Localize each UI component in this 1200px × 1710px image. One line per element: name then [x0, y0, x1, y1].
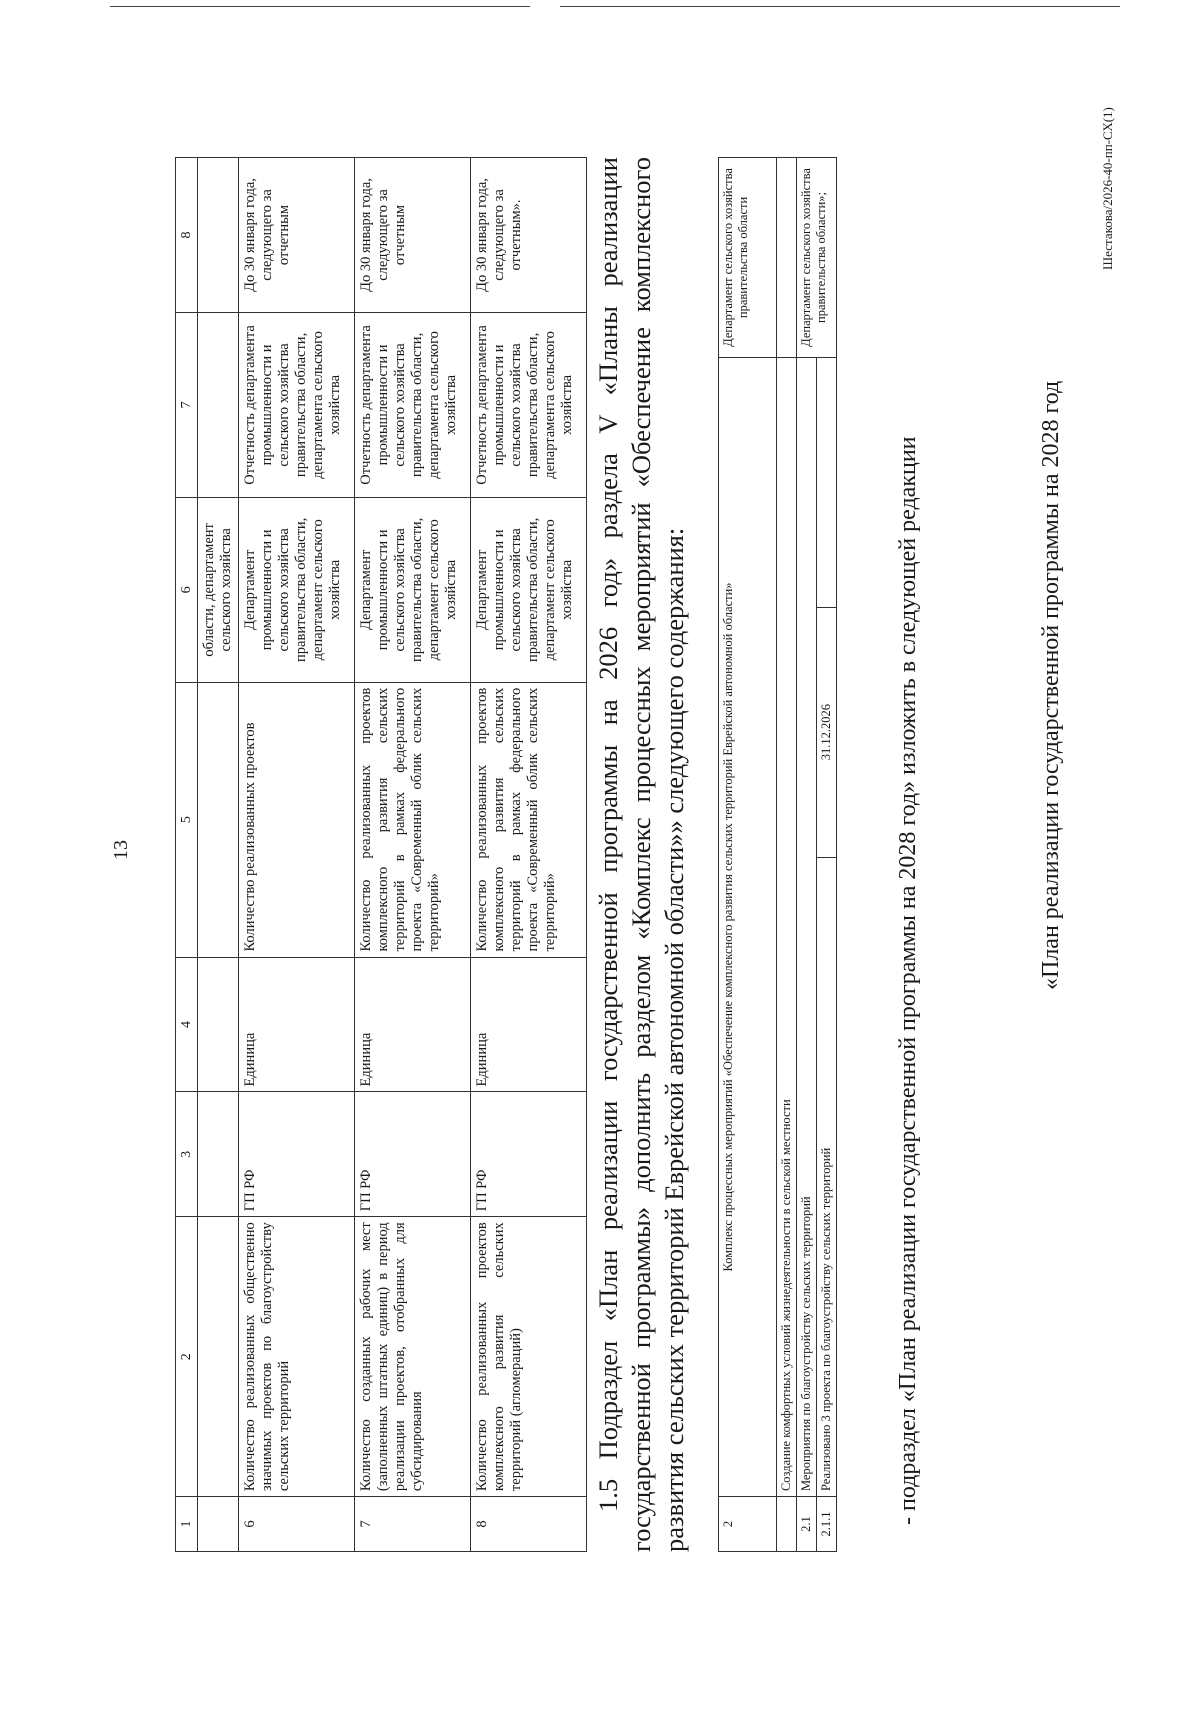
indicator-definition: Количество реализованных проектов комплексного развития сельских территорий в рамках федерального проекта «Современный облик сельских территорий»: [355, 682, 471, 957]
carry-over-cell: области, департамент сельского хозяйства: [198, 497, 239, 682]
measure-responsible: Департамент сельского хозяйства правительства области»;: [797, 158, 837, 358]
indicator-definition: Количество реализованных проектов комплексного развития сельских территорий в рамках федерального проекта «Современный облик сельских территорий»: [471, 682, 587, 957]
header-cell: 2: [176, 1217, 198, 1497]
complex-name: Комплекс процессных мероприятий «Обеспечение комплексного развития сельских территорий Еврейской автономной области»: [719, 357, 777, 1496]
implementation-plan-table: [718, 157, 837, 1552]
header-cell: 3: [176, 1092, 198, 1217]
indicator-source: ГП РФ: [239, 1092, 355, 1217]
indicator-name: Количество созданных рабочих мест (заполненных штатных единиц) в период реализации проектов, отобранных для субсидирования: [355, 1217, 471, 1497]
task-name: Создание комфортных условий жизнедеятельности в сельской местности: [777, 357, 797, 1496]
indicator-table: [175, 157, 587, 1552]
header-cell: 6: [176, 497, 198, 682]
table-row: [355, 158, 471, 1552]
indicator-deadline: До 30 января года, следующего за отчетным».: [471, 158, 587, 313]
row-number: 6: [239, 1497, 355, 1552]
table-header-row: [176, 158, 198, 1552]
dash-paragraph: - подраздел «План реализации государственной программы на 2028 год» изложить в следующей редакции: [895, 436, 921, 1525]
header-cell: 1: [176, 1497, 198, 1552]
point-name: Реализовано 3 проекта по благоустройству сельских территорий: [817, 857, 837, 1497]
point-date: 31.12.2026: [817, 607, 837, 857]
row-number: 8: [471, 1497, 587, 1552]
indicator-deadline: До 30 января года, следующего за отчетным: [239, 158, 355, 313]
indicator-name: Количество реализованных общественно значимых проектов по благоустройству сельских территорий: [239, 1217, 355, 1497]
header-cell: 7: [176, 312, 198, 497]
point-row: [817, 158, 837, 1552]
row-number: 2.1.1: [817, 1497, 837, 1552]
complex-row: [719, 158, 777, 1552]
indicator-responsible: Департамент промышленности и сельского хозяйства правительства области, департамент сельского хозяйства: [471, 497, 587, 682]
indicator-name: Количество реализованных проектов комплексного развития сельских территорий (агломераций): [471, 1217, 587, 1497]
table-row: [471, 158, 587, 1552]
indicator-reporting: Отчетность департамента промышленности и сельского хозяйства правительства области, департамента сельского хозяйства: [239, 312, 355, 497]
task-row: [777, 158, 797, 1552]
indicator-responsible: Департамент промышленности и сельского хозяйства правительства области, департамент сельского хозяйства: [355, 497, 471, 682]
row-number: 2: [719, 1497, 777, 1552]
plan-title: «План реализации государственной программы на 2028 год: [1038, 380, 1064, 990]
header-cell: 4: [176, 957, 198, 1092]
indicator-unit: Единица: [471, 957, 587, 1092]
indicator-source: ГП РФ: [355, 1092, 471, 1217]
indicator-responsible: Департамент промышленности и сельского хозяйства правительства области, департамент сельского хозяйства: [239, 497, 355, 682]
amendment-paragraph: 1.5 Подраздел «План реализации государственной программы на 2026 год» раздела V «Планы реализации государственной программы» дополнить разделом «Комплекс процессных мероприятий «Обеспечение комплексного развития сельских территорий Еврейской автономной области»» следующего содержания:: [593, 157, 689, 1552]
indicator-source: ГП РФ: [471, 1092, 587, 1217]
indicator-reporting: Отчетность департамента промышленности и сельского хозяйства правительства области, департамента сельского хозяйства: [355, 312, 471, 497]
page-number: 13: [110, 840, 132, 860]
carry-over-row: [198, 158, 239, 1552]
complex-responsible: Департамент сельского хозяйства правительства области: [719, 158, 777, 358]
measure-name: Мероприятия по благоустройству сельских территорий: [797, 357, 817, 1496]
row-number: 7: [355, 1497, 471, 1552]
indicator-definition: Количество реализованных проектов: [239, 682, 355, 957]
indicator-reporting: Отчетность департамента промышленности и сельского хозяйства правительства области, департамента сельского хозяйства: [471, 312, 587, 497]
indicator-unit: Единица: [239, 957, 355, 1092]
row-number: 2.1: [797, 1497, 817, 1552]
indicator-unit: Единица: [355, 957, 471, 1092]
measure-row: [797, 158, 817, 1552]
indicator-deadline: До 30 января года, следующего за отчетным: [355, 158, 471, 313]
document-stamp: Шестакова/2026-40-пп-СХ(1): [1100, 107, 1115, 270]
header-cell: 5: [176, 682, 198, 957]
table-row: [239, 158, 355, 1552]
header-cell: 8: [176, 158, 198, 313]
